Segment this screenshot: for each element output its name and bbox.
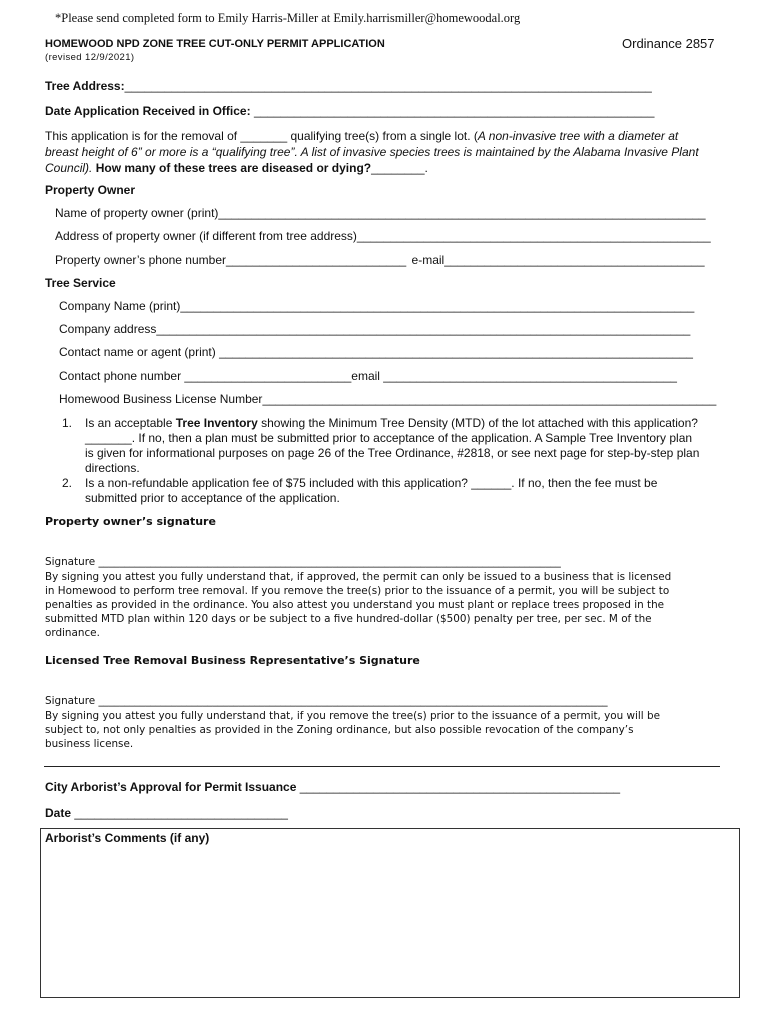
arborist-date-row	[45, 806, 288, 820]
owner-attestation	[45, 570, 671, 640]
property-owner-heading: Property Owner	[45, 183, 136, 197]
owner-phone-field[interactable]: ___________________________	[226, 253, 407, 267]
question-1	[62, 416, 699, 476]
contact-name-label: Contact name or agent (print)	[59, 345, 216, 359]
contact-phone-row	[59, 369, 677, 383]
owner-name-label: Name of property owner (print)	[55, 206, 219, 220]
question-1-text-b: showing the Minimum Tree Density (MTD) of the lot attached with this application?	[257, 416, 698, 430]
arborist-approval-row	[45, 780, 620, 794]
owner-attestation-line: By signing you attest you fully understand that, if approved, the permit can only be issued to a business that is licensed	[45, 571, 672, 583]
question-1-line-4: directions.	[85, 461, 140, 475]
business-signature-heading: Licensed Tree Removal Business Representative’s Signature	[45, 654, 420, 667]
intro-italic-3: Council).	[45, 161, 93, 175]
owner-address-field[interactable]: _____________________________________________________	[356, 229, 711, 243]
tree-address-row	[45, 79, 652, 93]
intro-italic-1: A non-invasive tree with a diameter at	[477, 129, 679, 143]
diseased-trees-field[interactable]: ________.	[371, 161, 428, 175]
owner-name-row	[55, 206, 706, 220]
section-divider	[44, 766, 720, 767]
business-signature-label: Signature	[45, 695, 96, 707]
business-attestation-line: By signing you attest you fully understand that, if you remove the tree(s) prior to the issuance of a permit, you will be	[45, 710, 660, 722]
intro-text-1: This application is for the removal of _______ qualifying tree(s) from a single lot. (	[45, 129, 478, 143]
question-2-text: Is a non-refundable application fee of $75 included with this application? ______. If no, then the fee must be	[85, 476, 658, 490]
business-signature-field[interactable]: __________________________________________________________________________________________________	[95, 695, 608, 707]
arborist-date-field[interactable]: ________________________________	[71, 806, 288, 820]
contact-phone-label: Contact phone number	[59, 369, 182, 383]
arborist-date-label: Date	[45, 806, 72, 820]
contact-phone-field[interactable]: _________________________	[181, 369, 352, 383]
owner-phone-row	[55, 253, 705, 267]
owner-signature-heading: Property owner’s signature	[45, 515, 216, 528]
business-attestation-line: subject to, not only penalties as provided in the Zoning ordinance, but also possible revocation of the company’s	[45, 724, 634, 736]
intro-paragraph	[45, 128, 699, 176]
contact-email-label: email	[351, 369, 380, 383]
question-number: 1.	[62, 416, 73, 430]
owner-signature-row	[45, 556, 561, 568]
owner-attestation-line: penalties as provided in the ordinance. You also attest you understand you must plant or replace trees proposed in the	[45, 599, 665, 611]
owner-phone-label: Property owner’s phone number	[55, 253, 226, 267]
owner-attestation-line: in Homewood to perform tree removal. If you remove the tree(s) prior to the issuance of a permit, you will be subject to	[45, 585, 670, 597]
business-attestation	[45, 709, 660, 751]
owner-address-row	[55, 229, 711, 243]
business-signature-row	[45, 695, 608, 707]
date-received-field[interactable]: ____________________________________________________________	[250, 104, 655, 118]
form-title: HOMEWOOD NPD ZONE TREE CUT-ONLY PERMIT APPLICATION	[45, 38, 385, 50]
license-number-field[interactable]: ____________________________________________________________________	[262, 392, 717, 406]
arborist-approval-label: City Arborist’s Approval for Permit Issuance	[45, 780, 297, 794]
tree-address-field[interactable]: _______________________________________________________________________________	[124, 79, 652, 93]
owner-email-label: e-mail	[411, 253, 445, 267]
diseased-trees-question: How many of these trees are diseased or dying?	[95, 161, 372, 175]
intro-text-2: breast height of 6” or more is a “qualifying tree”. A list of invasive species trees is maintained by the Alabama Invasive Plant	[45, 145, 699, 159]
owner-signature-label: Signature	[45, 556, 96, 568]
form-notice: *Please send completed form to Emily Harris-Miller at Emily.harrismiller@homewoodal.org	[55, 11, 521, 25]
contact-name-field[interactable]: _______________________________________________________________________	[215, 345, 693, 359]
tree-service-heading: Tree Service	[45, 276, 116, 290]
company-address-row	[59, 322, 690, 336]
question-1-line-2: _______. If no, then a plan must be submitted prior to acceptance of the application. A Sample Tree Inventory plan	[85, 431, 693, 445]
company-address-field[interactable]: ________________________________________________________________________________	[156, 322, 691, 336]
question-number: 2.	[62, 476, 73, 490]
ordinance-number: Ordinance 2857	[622, 36, 715, 51]
owner-email-field[interactable]: _______________________________________	[444, 253, 705, 267]
owner-attestation-line: submitted MTD plan within 120 days or be subject to a five hundred-dollar ($500) penalty per tree, per sec. M of the	[45, 613, 652, 625]
tree-inventory-term: Tree Inventory	[175, 416, 258, 430]
company-address-label: Company address	[59, 322, 157, 336]
tree-address-label: Tree Address:	[45, 79, 125, 93]
question-1-text-a: Is an acceptable	[85, 416, 176, 430]
owner-name-field[interactable]: _________________________________________________________________________	[218, 206, 706, 220]
revised-date: (revised 12/9/2021)	[45, 52, 135, 63]
owner-signature-field[interactable]: _________________________________________________________________________________________	[95, 556, 561, 568]
contact-email-field[interactable]: ____________________________________________	[379, 369, 677, 383]
owner-attestation-line: ordinance.	[45, 627, 100, 639]
company-name-field[interactable]: _____________________________________________________________________________	[180, 299, 695, 313]
license-number-label: Homewood Business License Number	[59, 392, 263, 406]
arborist-comments-label: Arborist’s Comments (if any)	[45, 831, 210, 845]
question-1-line-3: is given for informational purposes on page 26 of the Tree Ordinance, #2818, or see next page for step-by-step plan	[85, 446, 700, 460]
arborist-comments-box[interactable]	[40, 828, 740, 998]
question-2	[62, 476, 657, 506]
arborist-approval-field[interactable]: ________________________________________________	[296, 780, 621, 794]
company-name-label: Company Name (print)	[59, 299, 181, 313]
contact-name-row	[59, 345, 693, 359]
company-name-row	[59, 299, 694, 313]
date-received-row	[45, 104, 654, 118]
question-2-line-2: submitted prior to acceptance of the application.	[85, 491, 340, 505]
business-attestation-line: business license.	[45, 738, 134, 750]
date-received-label: Date Application Received in Office:	[45, 104, 251, 118]
license-number-row	[59, 392, 716, 406]
owner-address-label: Address of property owner (if different from tree address)	[55, 229, 357, 243]
